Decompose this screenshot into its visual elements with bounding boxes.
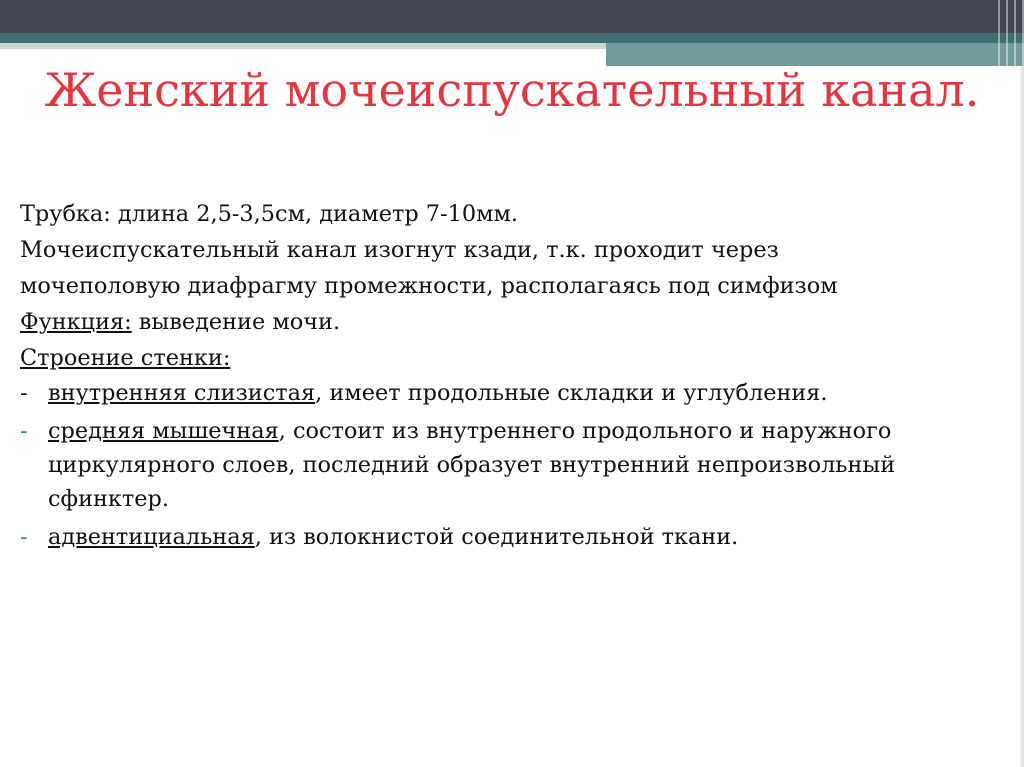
slide-body	[20, 196, 1010, 558]
header-band-vertical-stripes	[992, 0, 1024, 66]
bullet-dash-mark: -	[20, 418, 28, 444]
header-band	[0, 0, 1024, 66]
bullet-dash-mark: -	[20, 380, 28, 406]
wall-structure-heading: Строение стенки:	[20, 345, 231, 371]
body-line-canal-curve: Мочеиспускательный канал изогнут кзади, т.к. проходит через	[20, 237, 779, 263]
bullet-dash-mark: -	[20, 524, 28, 550]
list-item-text	[48, 376, 1010, 410]
body-line-canal-curve-continued: мочеполовую диафрагму промежности, располагаясь под симфизом	[20, 273, 838, 299]
body-line-function	[20, 304, 1010, 340]
list-item-description: , имеет продольные складки и углубления.	[315, 380, 828, 406]
function-label: Функция:	[20, 309, 132, 335]
list-item-muscular	[20, 414, 1010, 516]
list-item-text	[48, 414, 1010, 516]
list-item-description: , из волокнистой соединительной ткани.	[254, 524, 739, 550]
list-item-mucosa	[20, 376, 1010, 410]
list-item-term: внутренняя слизистая	[48, 380, 316, 406]
header-band-pale-stripe	[0, 43, 606, 49]
list-item-term: средняя мышечная	[48, 418, 279, 444]
slide-title: Женский мочеиспускательный канал.	[44, 63, 980, 117]
function-text: выведение мочи.	[131, 309, 341, 335]
list-item-description: , состоит из внутреннего продольного и наружного циркулярного слоев, последний образует внутренний непроизвольный сфинктер.	[48, 418, 896, 512]
list-item-term: адвентициальная	[48, 524, 255, 550]
list-item-adventitia	[20, 520, 1010, 554]
slide-right-edge-shadow	[1020, 66, 1024, 767]
list-item-text	[48, 520, 1010, 554]
header-band-dark-stripe	[0, 0, 1024, 33]
body-line-tube-size: Трубка: длина 2,5-3,5см, диаметр 7-10мм.	[20, 201, 519, 227]
body-line-wall-heading	[20, 340, 1010, 376]
header-band-teal-stripe	[0, 33, 1024, 43]
